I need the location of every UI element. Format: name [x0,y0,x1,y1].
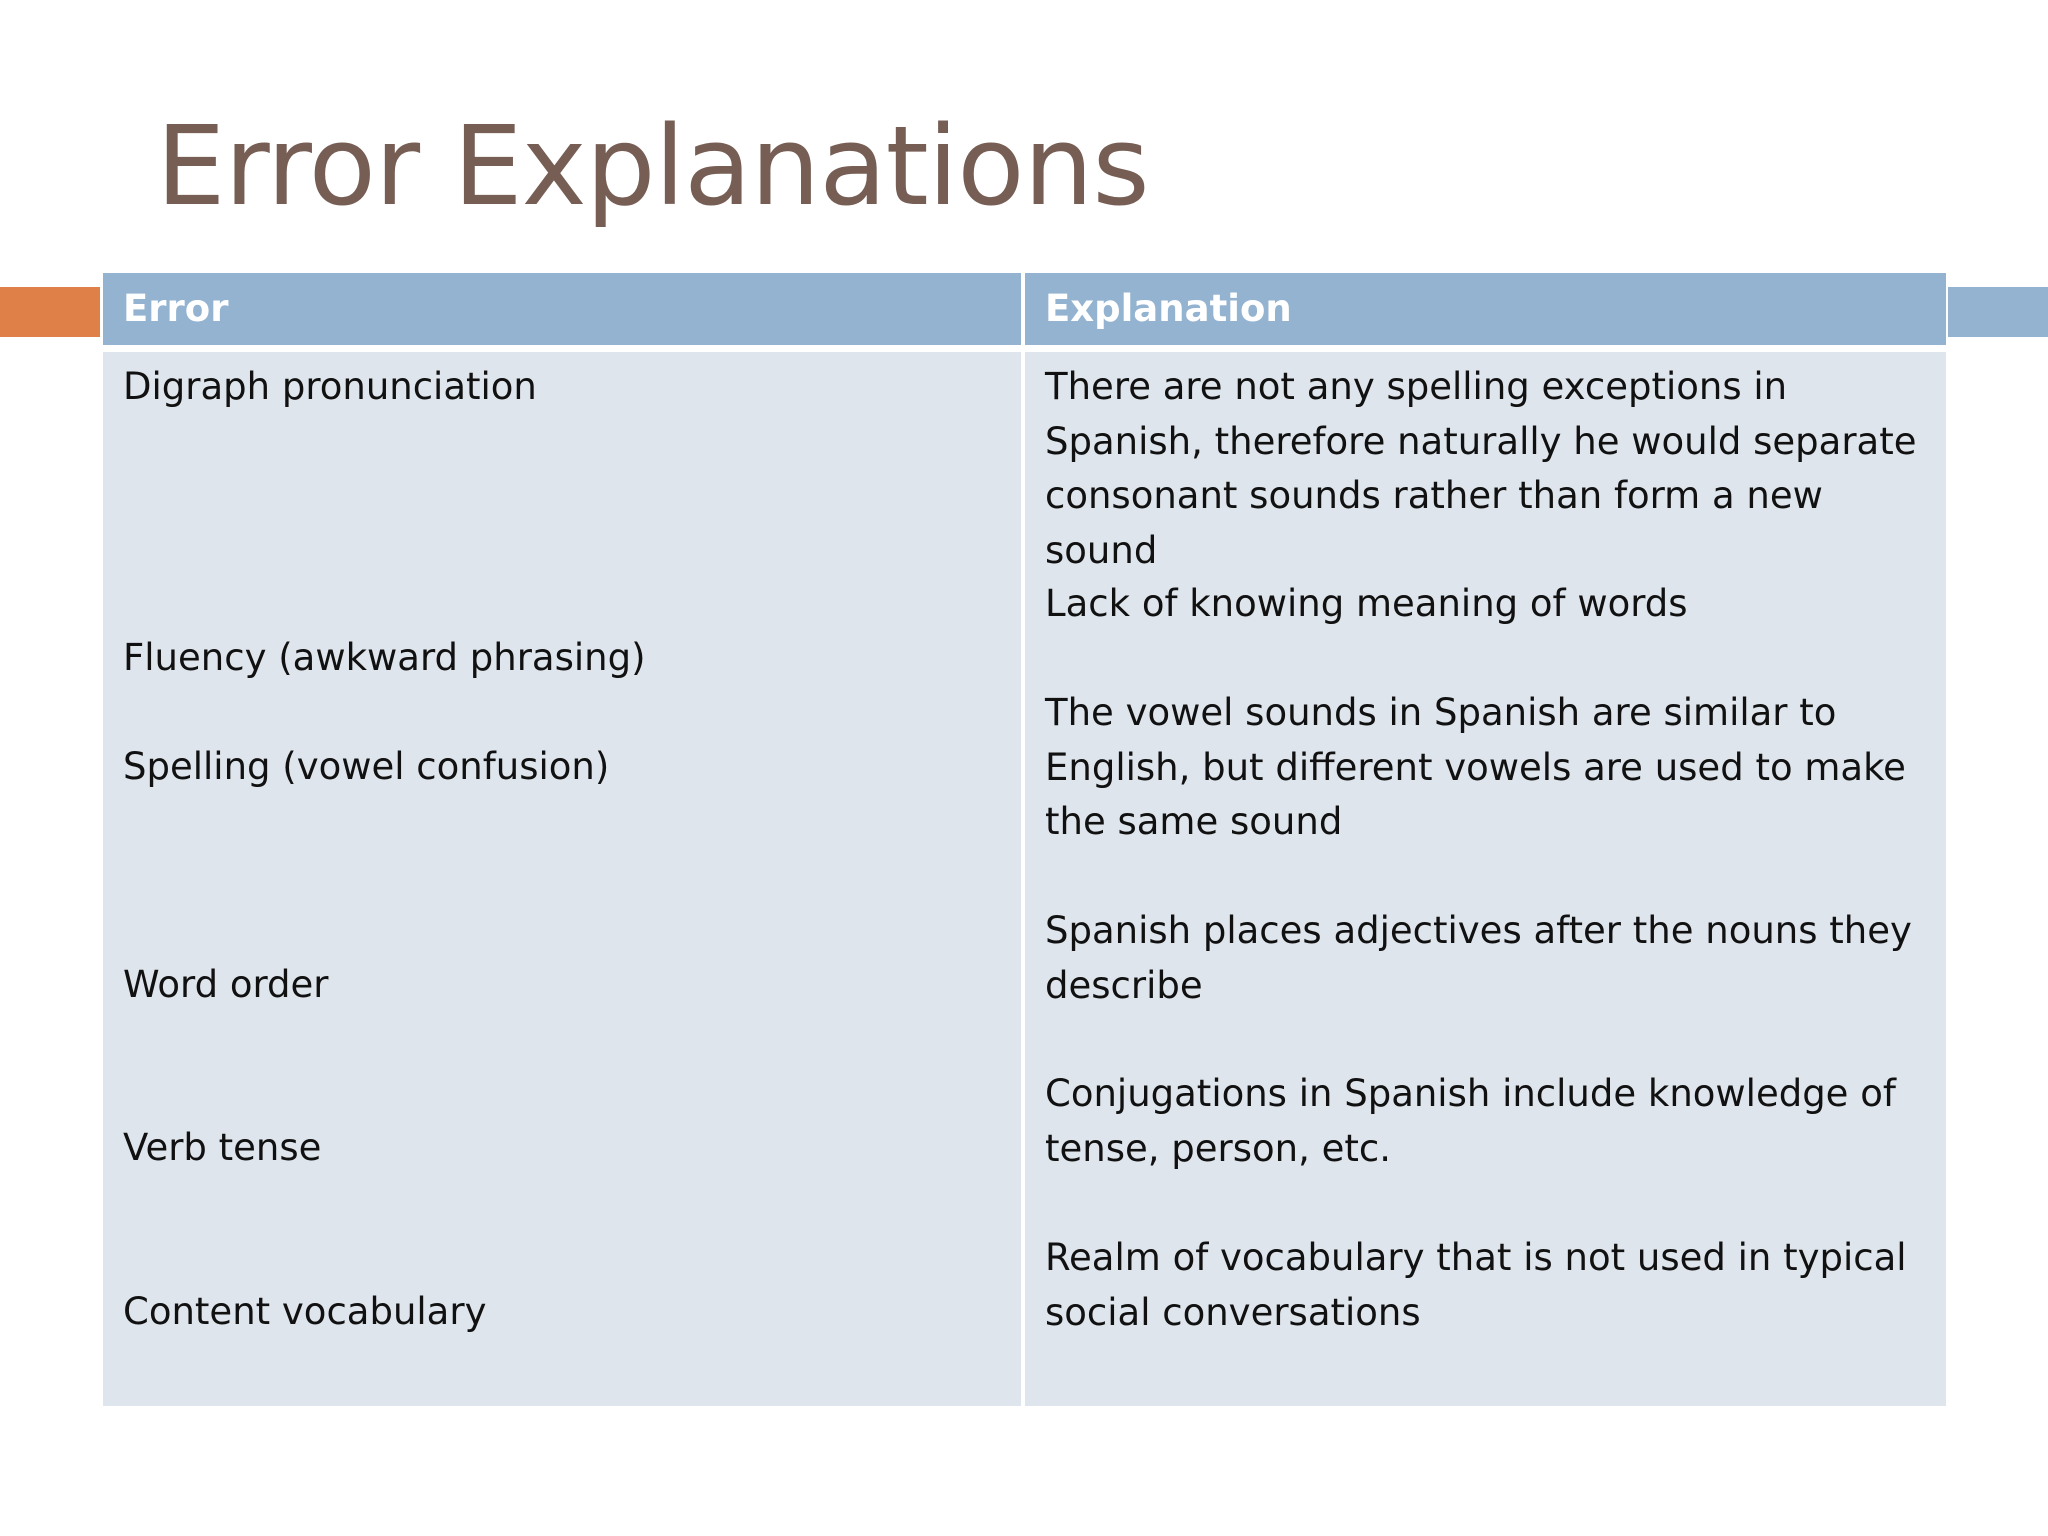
explanation-cell [1025,352,1946,1406]
header-error: Error [103,273,1021,345]
explanation-item: Spanish places adjectives after the nouns they describe [1045,909,1912,1007]
error-item: Fluency (awkward phrasing) [123,636,646,679]
explanation-item: The vowel sounds in Spanish are similar to English, but different vowels are used to make the same sound [1045,691,1906,843]
explanation-item: Lack of knowing meaning of words [1045,582,1688,625]
header-explanation: Explanation [1025,273,1946,345]
error-item: Digraph pronunciation [123,365,537,408]
error-item: Verb tense [123,1126,322,1169]
explanation-item: Realm of vocabulary that is not used in typical social conversations [1045,1236,1907,1334]
explanation-column [1025,273,1946,1406]
accent-bar-left [0,287,100,337]
error-item: Spelling (vowel confusion) [123,745,610,788]
error-table [103,273,1946,1406]
explanation-item: There are not any spelling exceptions in Spanish, therefore naturally he would separate consonant sounds rather than form a new sound [1045,365,1917,572]
slide-title: Error Explanations [156,102,1149,230]
error-item: Word order [123,963,329,1006]
error-item: Content vocabulary [123,1290,487,1333]
accent-bar-right [1948,287,2048,337]
explanation-item: Conjugations in Spanish include knowledge of tense, person, etc. [1045,1072,1896,1170]
error-column [103,273,1021,1406]
error-cell [103,352,1021,1406]
